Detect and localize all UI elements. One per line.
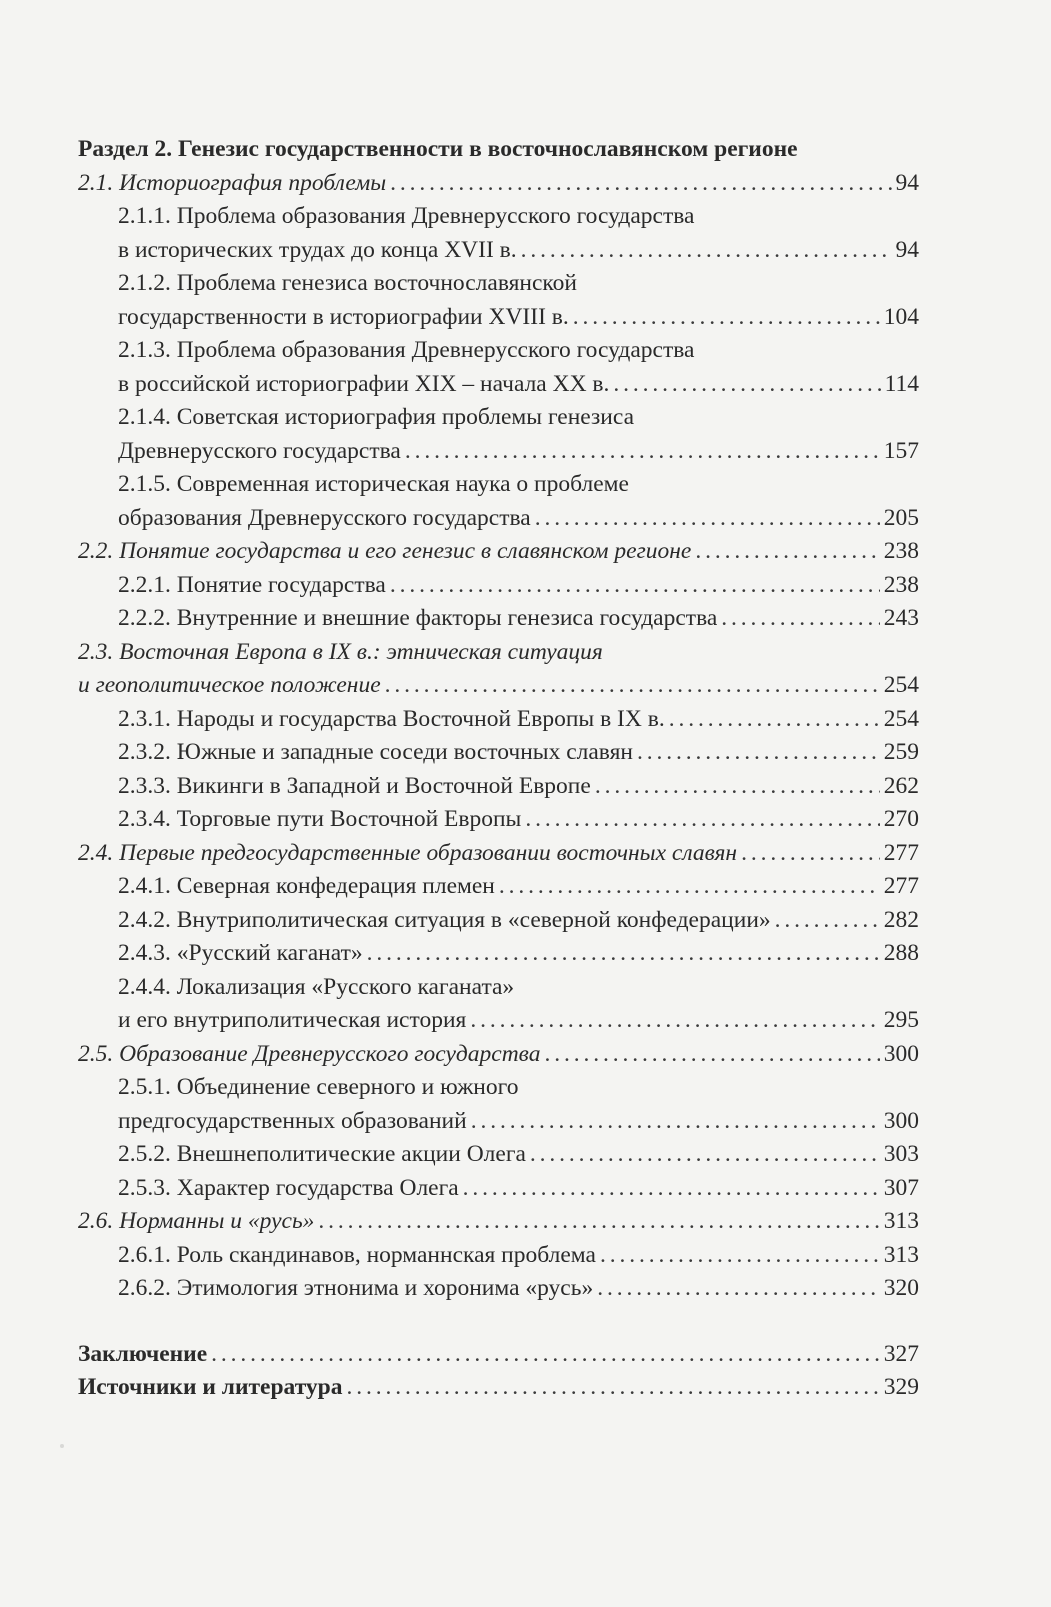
dot-leader (470, 1004, 879, 1038)
toc-title: 2.3.4. Торговые пути Восточной Европы (118, 806, 522, 832)
page-number: 254 (883, 672, 919, 698)
page-number: 282 (883, 906, 919, 933)
toc-line (78, 703, 919, 737)
toc-line (78, 1205, 919, 1239)
toc-title: в российской историографии XIX – начала XX в. (118, 370, 610, 397)
toc-item (78, 200, 919, 267)
toc-line: 2.1.3. Проблема образования Древнерусского государства (118, 337, 695, 363)
toc-title: Заключение (78, 1340, 208, 1367)
toc-title: 2.6. Норманны и «русь» (78, 1208, 315, 1234)
dot-leader (499, 870, 880, 904)
toc-item (78, 401, 919, 468)
toc-title: 2.6.2. Этимология этнонима и хоронима «русь» (118, 1275, 594, 1301)
toc-line (78, 167, 919, 201)
page-number: 104 (883, 303, 919, 330)
toc-item (78, 870, 919, 904)
page-number: 259 (883, 739, 919, 765)
toc-line (78, 1004, 919, 1038)
page-number: 307 (883, 1174, 919, 1201)
toc-line (78, 1338, 919, 1372)
toc-title: 2.3.1. Народы и государства Восточной Европы в IX в. (118, 705, 665, 732)
dot-leader (390, 167, 891, 201)
toc-subsection (78, 1038, 919, 1072)
toc-line (78, 1138, 919, 1172)
dot-leader (544, 1038, 879, 1072)
dot-leader (385, 669, 880, 703)
toc-item (78, 703, 919, 737)
dot-leader (390, 569, 880, 603)
back-matter (78, 1338, 919, 1405)
toc-title: 2.2.1. Понятие государства (118, 571, 386, 598)
toc-title: в исторических трудах до конца XVII в. (118, 236, 517, 263)
dot-leader (741, 837, 880, 871)
page-number: 329 (883, 1374, 919, 1400)
page-number: 205 (883, 504, 919, 531)
section-heading: Раздел 2. Генезис государственности в восточнославянском регионе (78, 136, 798, 162)
toc-item (78, 803, 919, 837)
toc-title: 2.4. Первые предгосударственные образовании восточных славян (78, 839, 738, 866)
toc-item (78, 267, 919, 334)
toc-entries (78, 167, 919, 1306)
toc-back-entry (78, 1338, 919, 1372)
toc-line (78, 535, 919, 569)
dot-leader (695, 535, 879, 569)
toc-title: образования Древнерусского государства (118, 504, 531, 531)
page-number: 243 (883, 605, 919, 631)
toc-title: и геополитическое положение (78, 672, 381, 698)
page-number: 277 (883, 839, 919, 866)
toc-title: предгосударственных образований (118, 1107, 467, 1134)
toc-item (78, 971, 919, 1038)
toc-title: государственности в историографии XVIII в. (118, 303, 569, 330)
dot-leader (471, 1105, 880, 1139)
dot-leader (463, 1172, 880, 1206)
dot-leader (775, 904, 880, 938)
page-number: 157 (883, 437, 919, 464)
toc-line (78, 770, 919, 804)
toc-line (78, 837, 919, 871)
toc-title: 2.2. Понятие государства и его генезис в славянском регионе (78, 538, 692, 564)
toc-title: и его внутриполитическая история (118, 1007, 467, 1033)
toc-title: 2.5. Образование Древнерусского государства (78, 1040, 541, 1067)
page-number: 295 (883, 1007, 919, 1033)
dot-leader (573, 301, 880, 335)
dot-leader (613, 368, 880, 402)
toc-title: 2.5.2. Внешнеполитические акции Олега (118, 1141, 526, 1167)
toc-item (78, 1138, 919, 1172)
page-number: 313 (883, 1241, 919, 1268)
toc-subsection (78, 535, 919, 569)
toc-title: 2.6.1. Роль скандинавов, норманнская проблема (118, 1241, 596, 1268)
toc-line: 2.3. Восточная Европа в IX в.: этническая ситуация (78, 638, 603, 665)
toc-title: 2.3.2. Южные и западные соседи восточных славян (118, 739, 633, 765)
toc-line (78, 435, 919, 469)
page-number: 300 (883, 1040, 919, 1067)
toc-title: 2.4.2. Внутриполитическая ситуация в «северной конфедерации» (118, 906, 771, 933)
toc-line (78, 301, 919, 335)
toc-line (78, 1172, 919, 1206)
page-number: 300 (883, 1107, 919, 1134)
toc-line (78, 1272, 919, 1306)
dot-leader (597, 1272, 880, 1306)
toc-line: 2.4.4. Локализация «Русского каганата» (118, 973, 515, 1000)
table-of-contents (78, 133, 919, 1405)
toc-subsection (78, 837, 919, 871)
toc-item (78, 602, 919, 636)
dot-leader (530, 1138, 880, 1172)
toc-item (78, 1272, 919, 1306)
toc-line (78, 502, 919, 536)
dot-leader (637, 736, 880, 770)
toc-subsection (78, 1205, 919, 1239)
page-number: 262 (883, 772, 919, 799)
toc-line (78, 1105, 919, 1139)
toc-line (78, 602, 919, 636)
toc-title: 2.1. Историография проблемы (78, 169, 387, 196)
toc-item (78, 1071, 919, 1138)
dot-leader (405, 435, 880, 469)
toc-line (78, 1239, 919, 1273)
toc-subsection (78, 167, 919, 201)
dot-leader (600, 1239, 880, 1273)
page-number: 320 (883, 1275, 919, 1301)
dot-leader (595, 770, 880, 804)
dot-leader (367, 937, 880, 971)
page-number: 303 (883, 1141, 919, 1167)
page-number: 327 (883, 1340, 919, 1367)
toc-title: 2.3.3. Викинги в Западной и Восточной Европе (118, 772, 591, 799)
toc-item (78, 569, 919, 603)
toc-item (78, 904, 919, 938)
page-number: 313 (883, 1208, 919, 1234)
dot-leader (525, 803, 879, 837)
page-number: 114 (884, 370, 919, 397)
toc-item (78, 468, 919, 535)
toc-item (78, 770, 919, 804)
page-number: 254 (883, 705, 919, 732)
toc-line (78, 569, 919, 603)
toc-back-entry (78, 1371, 919, 1405)
toc-line (78, 937, 919, 971)
toc-item (78, 334, 919, 401)
dot-leader (535, 502, 880, 536)
toc-line (78, 736, 919, 770)
toc-item (78, 1172, 919, 1206)
toc-item (78, 736, 919, 770)
toc-title: Источники и литература (78, 1374, 343, 1400)
toc-line (78, 904, 919, 938)
page-number: 94 (895, 169, 919, 196)
toc-subsection (78, 636, 919, 703)
dot-leader (521, 234, 892, 268)
toc-line (78, 1371, 919, 1405)
dot-leader (721, 602, 879, 636)
spacer (78, 1306, 919, 1338)
dot-leader (318, 1205, 879, 1239)
toc-title: 2.5.3. Характер государства Олега (118, 1174, 459, 1201)
page-number: 238 (883, 571, 919, 598)
toc-line (78, 234, 919, 268)
dot-leader (211, 1338, 880, 1372)
dot-leader (347, 1371, 880, 1405)
toc-line: 2.1.2. Проблема генезиса восточнославянской (118, 270, 577, 296)
page-number: 277 (883, 873, 919, 899)
toc-title: 2.2.2. Внутренние и внешние факторы генезиса государства (118, 605, 718, 631)
toc-line (78, 870, 919, 904)
toc-line (78, 669, 919, 703)
page-number: 270 (883, 806, 919, 832)
toc-item (78, 937, 919, 971)
page-number: 94 (895, 236, 919, 263)
toc-line: 2.1.5. Современная историческая наука о проблеме (118, 471, 629, 497)
toc-item (78, 1239, 919, 1273)
toc-title: 2.4.3. «Русский каганат» (118, 940, 363, 966)
toc-line: 2.5.1. Объединение северного и южного (118, 1074, 519, 1100)
dot-leader (669, 703, 880, 737)
toc-line (78, 803, 919, 837)
toc-line: 2.1.1. Проблема образования Древнерусского государства (118, 203, 695, 229)
toc-line (78, 1038, 919, 1072)
paper-speck (60, 1444, 64, 1448)
toc-line: 2.1.4. Советская историография проблемы генезиса (118, 404, 635, 430)
toc-line (78, 368, 919, 402)
toc-title: 2.4.1. Северная конфедерация племен (118, 873, 495, 899)
toc-title: Древнерусского государства (118, 437, 401, 464)
page-number: 288 (883, 940, 919, 966)
page-number: 238 (883, 538, 919, 564)
